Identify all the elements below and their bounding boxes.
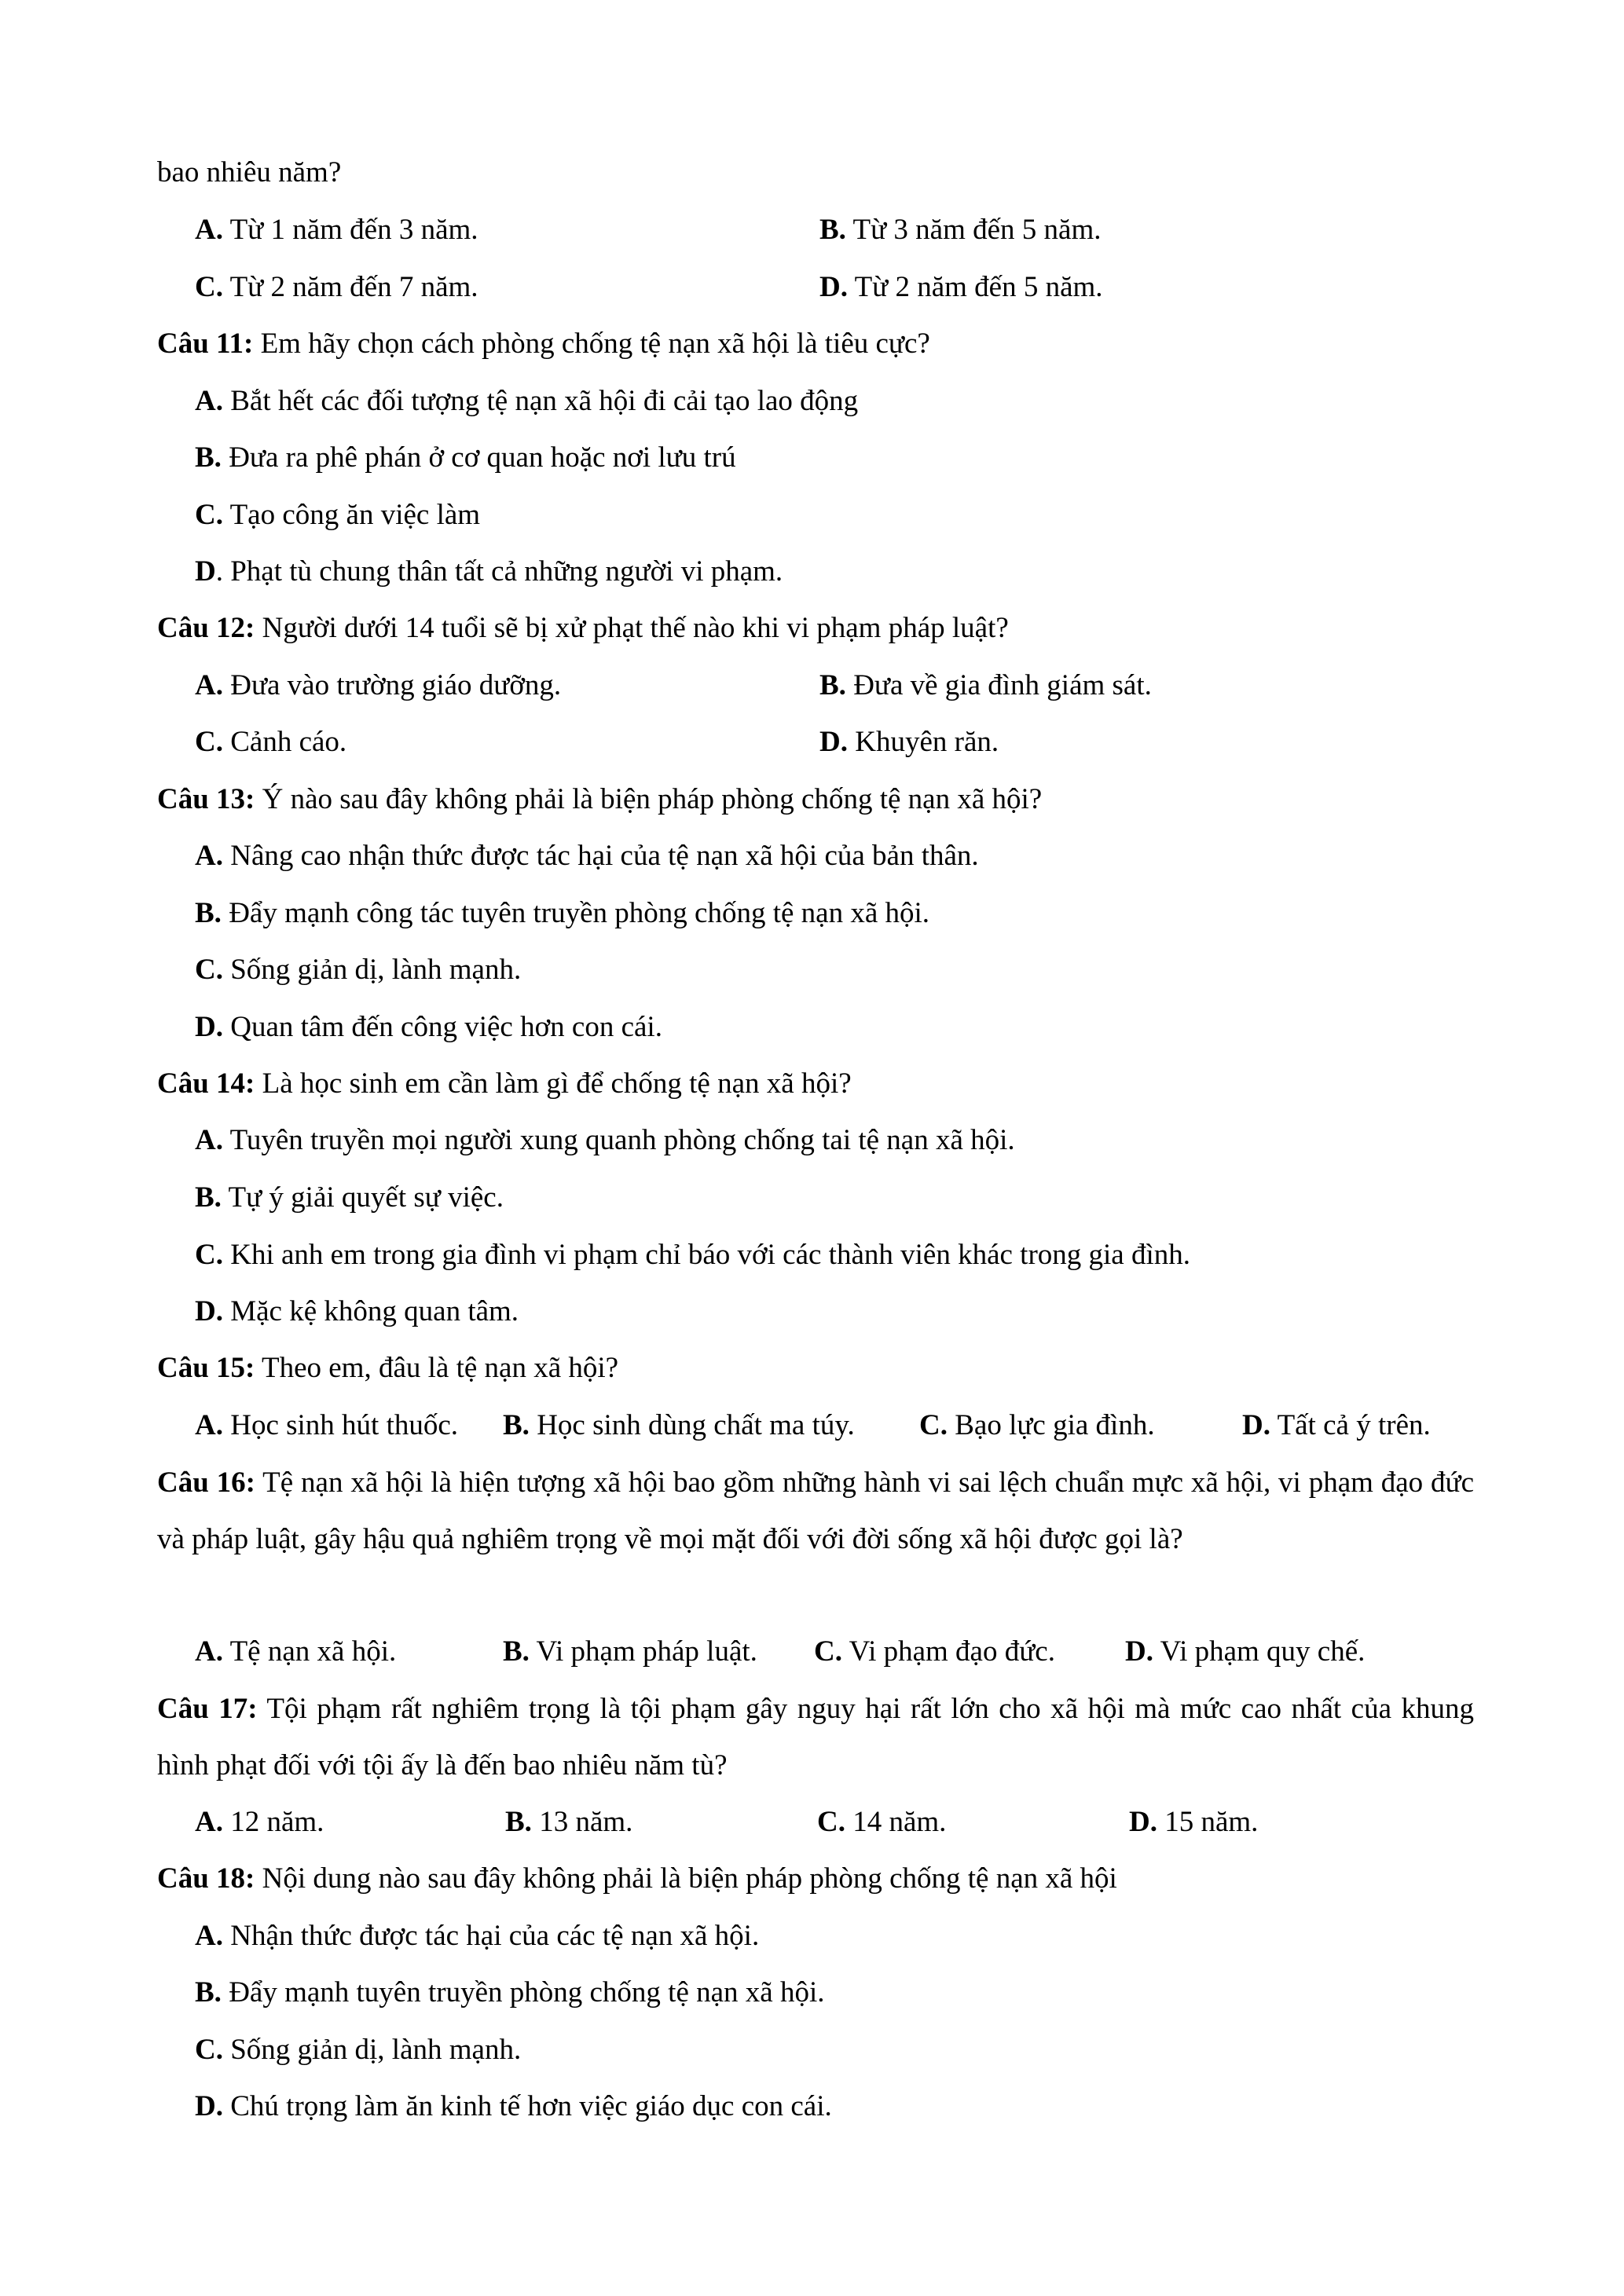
question-11: Câu 11: Em hãy chọn cách phòng chống tệ nạn xã hội là tiêu cực? — [157, 328, 930, 360]
question-10-tail: bao nhiêu năm? — [157, 156, 342, 189]
q17-option-a: A. 12 năm. — [195, 1806, 324, 1838]
q10-option-b: B. Từ 3 năm đến 5 năm. — [819, 214, 1102, 246]
question-13: Câu 13: Ý nào sau đây không phải là biện pháp phòng chống tệ nạn xã hội? — [157, 783, 1043, 815]
question-17: Câu 17: Tội phạm rất nghiêm trọng là tội phạm gây nguy hại rất lớn cho xã hội mà mức cao nhất của khung hình phạt đối với tội ấy là đến bao nhiêu năm tù? — [157, 1693, 1474, 1782]
q16-option-b: B. Vi phạm pháp luật. — [503, 1635, 757, 1668]
q12-option-b: B. Đưa về gia đình giám sát. — [819, 669, 1152, 701]
q10-option-c: C. Từ 2 năm đến 7 năm. — [195, 271, 478, 303]
q13-option-a: A. Nâng cao nhận thức được tác hại của tệ nạn xã hội của bản thân. — [195, 840, 979, 872]
q18-option-b: B. Đẩy mạnh tuyên truyền phòng chống tệ nạn xã hội. — [195, 1976, 825, 2009]
q16-option-a: A. Tệ nạn xã hội. — [195, 1635, 397, 1668]
q18-option-a: A. Nhận thức được tác hại của các tệ nạn xã hội. — [195, 1920, 760, 1952]
q15-option-d: D. Tất cả ý trên. — [1242, 1409, 1431, 1441]
q10-option-d: D. Từ 2 năm đến 5 năm. — [819, 271, 1103, 303]
q18-option-c: C. Sống giản dị, lành mạnh. — [195, 2034, 522, 2066]
q14-option-d: D. Mặc kệ không quan tâm. — [195, 1295, 519, 1327]
q16-option-c: C. Vi phạm đạo đức. — [814, 1635, 1055, 1668]
question-12: Câu 12: Người dưới 14 tuổi sẽ bị xử phạt thế nào khi vi phạm pháp luật? — [157, 612, 1009, 644]
q11-option-d: D. Phạt tù chung thân tất cả những người vi phạm. — [195, 555, 783, 588]
question-15: Câu 15: Theo em, đâu là tệ nạn xã hội? — [157, 1352, 619, 1384]
q15-option-a: A. Học sinh hút thuốc. — [195, 1409, 459, 1441]
q18-option-d: D. Chú trọng làm ăn kinh tế hơn việc giáo dục con cái. — [195, 2090, 832, 2122]
q14-option-c: C. Khi anh em trong gia đình vi phạm chỉ báo với các thành viên khác trong gia đình. — [195, 1239, 1190, 1271]
q13-option-b: B. Đẩy mạnh công tác tuyên truyền phòng chống tệ nạn xã hội. — [195, 897, 930, 929]
q14-option-b: B. Tự ý giải quyết sự việc. — [195, 1181, 504, 1214]
q11-option-c: C. Tạo công ăn việc làm — [195, 499, 481, 531]
question-14: Câu 14: Là học sinh em cần làm gì để chống tệ nạn xã hội? — [157, 1067, 852, 1100]
q13-option-d: D. Quan tâm đến công việc hơn con cái. — [195, 1011, 662, 1043]
q15-option-b: B. Học sinh dùng chất ma túy. — [503, 1409, 855, 1441]
q12-option-c: C. Cảnh cáo. — [195, 726, 347, 758]
q17-option-d: D. 15 năm. — [1129, 1806, 1259, 1838]
q14-option-a: A. Tuyên truyền mọi người xung quanh phòng chống tai tệ nạn xã hội. — [195, 1124, 1015, 1156]
q16-option-d: D. Vi phạm quy chế. — [1125, 1635, 1366, 1668]
q12-option-a: A. Đưa vào trường giáo dưỡng. — [195, 669, 562, 701]
q12-option-d: D. Khuyên răn. — [819, 726, 999, 758]
question-18: Câu 18: Nội dung nào sau đây không phải là biện pháp phòng chống tệ nạn xã hội — [157, 1862, 1117, 1895]
q13-option-c: C. Sống giản dị, lành mạnh. — [195, 954, 522, 986]
q11-option-a: A. Bắt hết các đối tượng tệ nạn xã hội đi cải tạo lao động — [195, 385, 859, 417]
question-16: Câu 16: Tệ nạn xã hội là hiện tượng xã hội bao gồm những hành vi sai lệch chuẩn mực xã hội, vi phạm đạo đức và pháp luật, gây hậu quả nghiêm trọng về mọi mặt đối với đời sống xã hội được gọi là? — [157, 1467, 1474, 1555]
q10-option-a: A. Từ 1 năm đến 3 năm. — [195, 214, 478, 246]
q15-option-c: C. Bạo lực gia đình. — [919, 1409, 1155, 1441]
q17-option-c: C. 14 năm. — [817, 1806, 947, 1838]
q11-option-b: B. Đưa ra phê phán ở cơ quan hoặc nơi lưu trú — [195, 441, 736, 474]
q17-option-b: B. 13 năm. — [505, 1806, 633, 1838]
